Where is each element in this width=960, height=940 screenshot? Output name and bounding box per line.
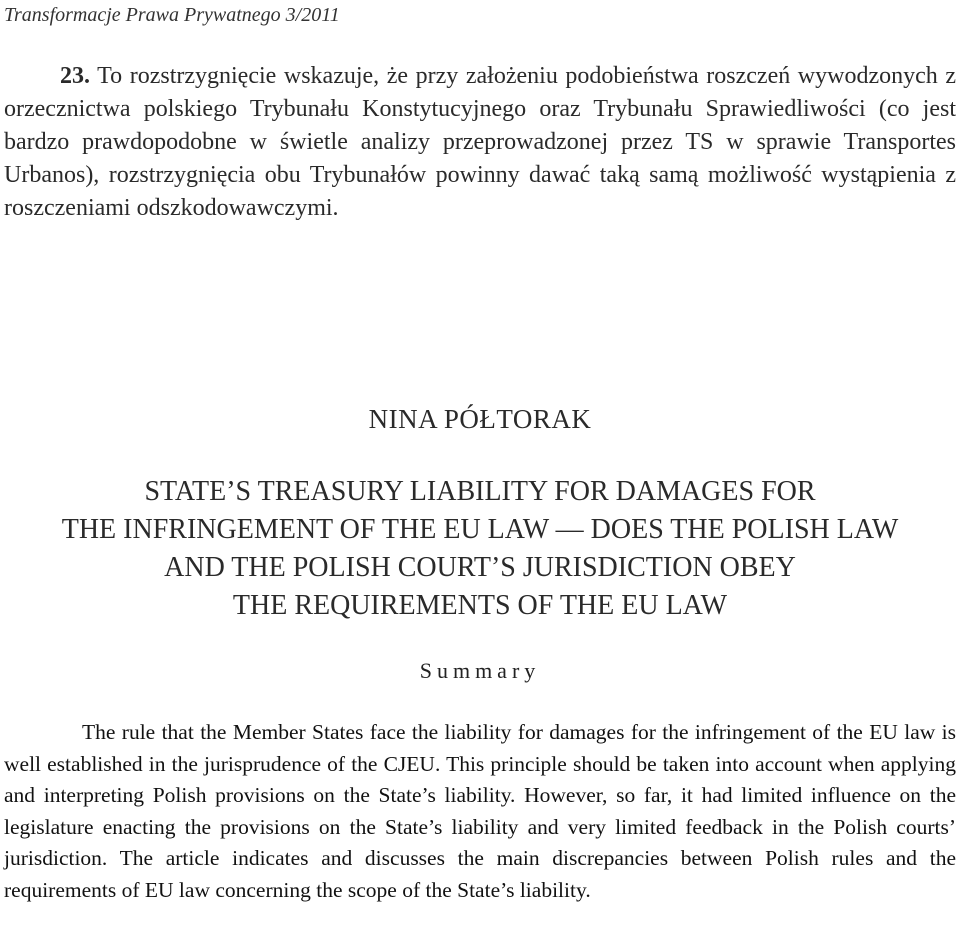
title-line: AND THE POLISH COURT’S JURISDICTION OBEY <box>164 552 796 583</box>
summary-text: The rule that the Member States face the liability for damages for the infringement of the EU law is well established in the jurisprudence of the CJEU. This principle should be taken into account when applying and interpreting Polish provisions on the State’s liability. However, so far, it had limited influence on the legislature enacting the provisions on the State’s liability and very limited feedback in the Polish courts’ jurisdiction. The article indicates and discusses the main discrepancies between Polish rules and the requirements of EU law concerning the scope of the State’s liability. <box>4 720 956 902</box>
title-line: STATE’S TREASURY LIABILITY FOR DAMAGES FOR <box>144 476 816 507</box>
title-line: THE REQUIREMENTS OF THE EU LAW <box>232 590 728 621</box>
article-title <box>0 473 960 625</box>
paragraph-23 <box>4 60 956 225</box>
author-name: NINA PÓŁTORAK <box>368 404 592 434</box>
running-header: Transformacje Prawa Prywatnego 3/2011 <box>4 4 340 26</box>
summary-heading: Summary <box>419 658 541 683</box>
paragraph-text: To rozstrzygnięcie wskazuje, że przy założeniu podobieństwa roszczeń wywodzonych z orzecznictwa polskiego Trybunału Konstytucyjnego oraz Trybunału Sprawiedliwości (co jest bardzo prawdopodobne w świetle analizy przeprowadzonej przez TS w sprawie Transportes Urbanos), rozstrzygnięcia obu Trybunałów powinny dawać taką samą możliwość wystąpienia z roszczeniami odszkodowawczymi. <box>4 63 956 221</box>
title-line: THE INFRINGEMENT OF THE EU LAW — DOES THE POLISH LAW <box>61 514 899 545</box>
paragraph-number: 23. <box>60 63 90 89</box>
